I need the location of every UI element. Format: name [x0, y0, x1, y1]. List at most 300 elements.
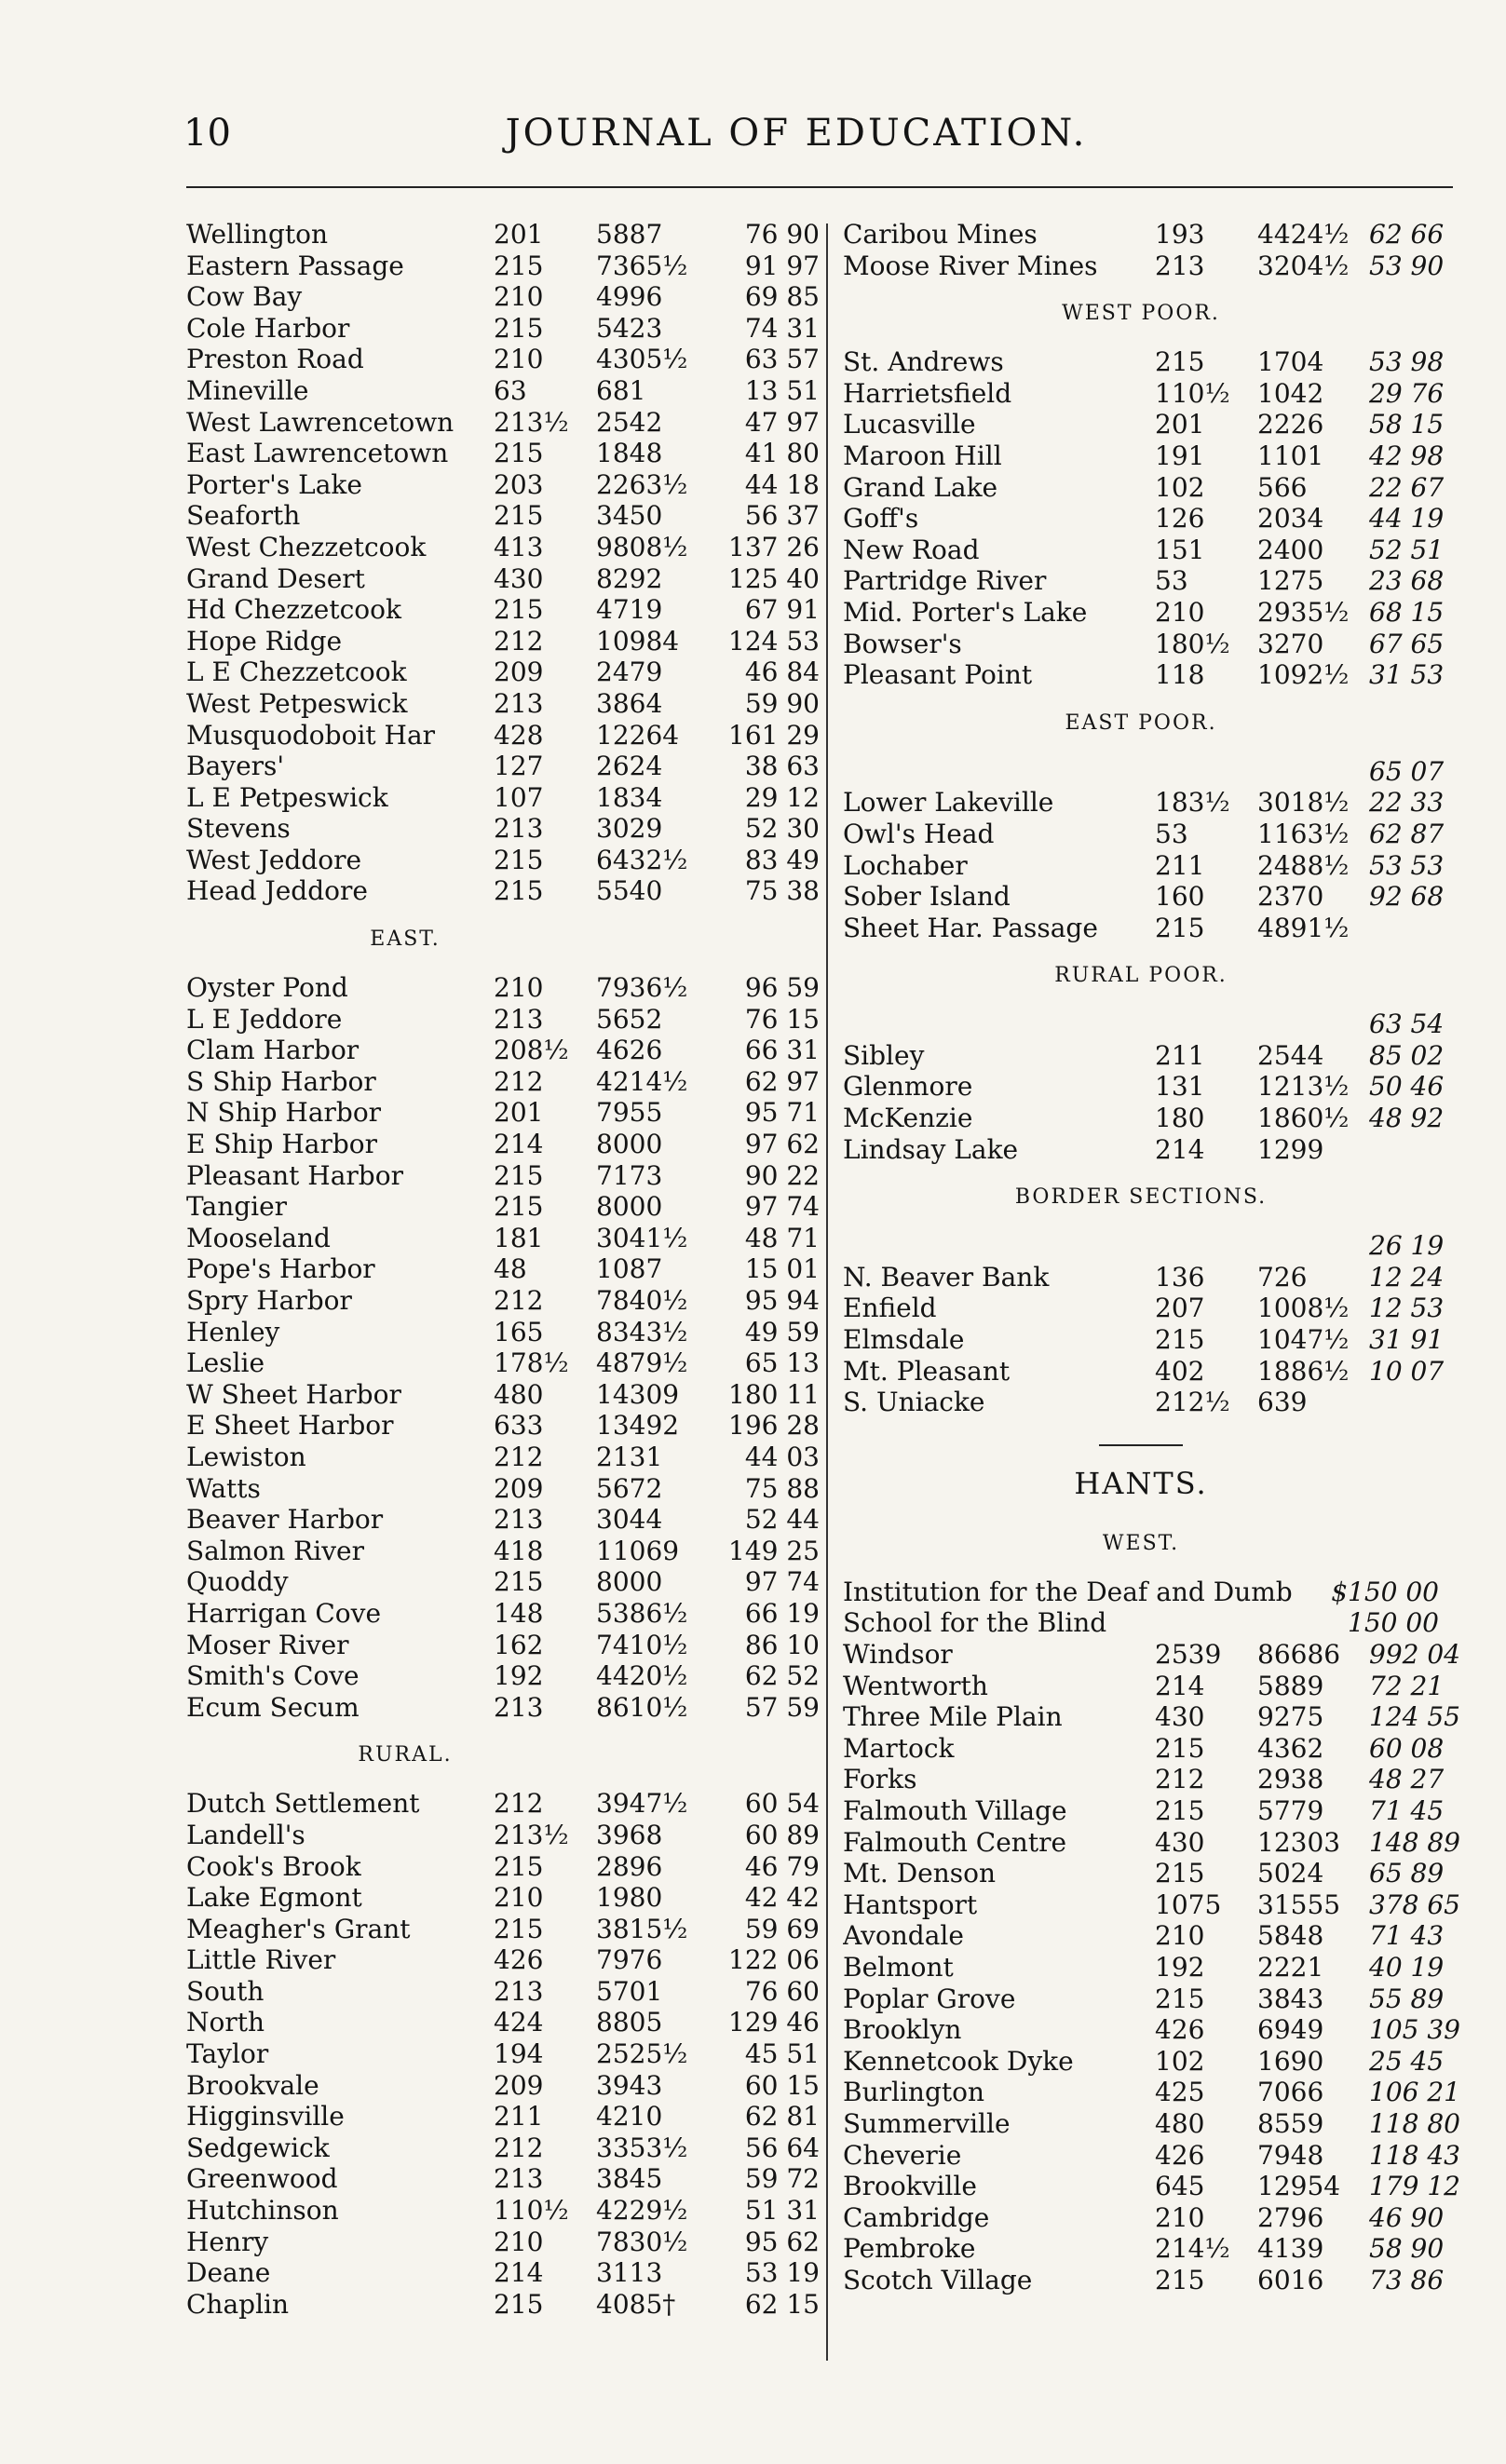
section-heading: EAST. — [370, 927, 441, 952]
section-name: Salmon River — [186, 1535, 364, 1566]
table-row — [186, 1914, 820, 1945]
section-name: L E Chezzetcook — [186, 657, 407, 688]
attendance-total: 1704 — [1257, 346, 1324, 378]
attendance-total: 2226 — [1257, 409, 1324, 440]
section-name: Little River — [186, 1944, 336, 1976]
attendance-total: 1213½ — [1257, 1071, 1350, 1103]
grant-amount: 26 19 — [1369, 1230, 1445, 1262]
grant-amount: 22 67 — [1369, 471, 1445, 503]
section-name: Burlington — [843, 2077, 985, 2108]
attendance-total: 1047½ — [1257, 1324, 1350, 1356]
teacher-days: 160 — [1155, 881, 1205, 913]
grant-amount: $150 00 — [1331, 1576, 1439, 1607]
section-name: Pembroke — [843, 2233, 976, 2265]
teacher-days: 215 — [494, 438, 544, 469]
table-row — [186, 1788, 820, 1820]
table-row — [843, 1858, 1445, 1889]
teacher-days: 201 — [494, 1097, 544, 1129]
table-row — [843, 2139, 1460, 2172]
attendance-total: 7066 — [1257, 2077, 1324, 2108]
teacher-days: 136 — [1155, 1261, 1205, 1293]
section-name: West Lawrencetown — [186, 406, 455, 438]
teacher-days: 215 — [494, 875, 544, 907]
table-row — [186, 1285, 820, 1317]
attendance-total: 12303 — [1257, 1826, 1341, 1858]
attendance-total — [1257, 1009, 1369, 1040]
grant-amount: 73 86 — [1369, 2264, 1445, 2295]
table-row — [186, 2195, 820, 2227]
section-name: Watts — [186, 1472, 261, 1504]
grant-amount: 29 12 — [744, 781, 820, 813]
section-name: Martock — [843, 1732, 955, 1764]
table-row — [186, 1692, 820, 1724]
table-row — [186, 813, 820, 845]
teacher-days: 209 — [494, 2069, 544, 2101]
table-row — [843, 409, 1445, 440]
attendance-total — [1257, 756, 1369, 788]
teacher-days: 213 — [494, 2163, 544, 2195]
teacher-days: 201 — [494, 219, 544, 250]
attendance-total: 8559 — [1257, 2107, 1324, 2139]
section-heading: WEST POOR. — [1062, 302, 1220, 326]
grant-amount: 65 89 — [1369, 1858, 1445, 1889]
teacher-days: 214 — [1155, 1670, 1205, 1701]
section-name: N Ship Harbor — [186, 1097, 382, 1129]
grant-amount: 62 52 — [744, 1660, 820, 1692]
table-row — [843, 2264, 1445, 2296]
teacher-days: 413 — [494, 531, 544, 562]
table-row — [186, 1410, 820, 1442]
teacher-days: 211 — [1155, 1039, 1205, 1071]
teacher-days: 215 — [494, 1566, 544, 1598]
attendance-total: 3843 — [1257, 1983, 1324, 2014]
teacher-days: 633 — [494, 1410, 544, 1442]
teacher-days: 213 — [494, 1003, 544, 1035]
attendance-total: 2370 — [1257, 881, 1324, 913]
teacher-days: 215 — [494, 2288, 544, 2320]
attendance-total: 2544 — [1257, 1039, 1324, 1071]
teacher-days: 213 — [494, 1504, 544, 1536]
section-name: Greenwood — [186, 2163, 338, 2195]
attendance-total: 3113 — [596, 2257, 663, 2289]
table-row — [843, 787, 1445, 819]
table-row — [843, 1639, 1460, 1671]
attendance-total: 1834 — [596, 781, 663, 813]
attendance-total: 4085† — [596, 2288, 676, 2320]
attendance-total: 4420½ — [596, 1660, 688, 1692]
section-name: Moser River — [186, 1629, 349, 1660]
section-name: E Sheet Harbor — [186, 1410, 394, 1442]
section-name: Leslie — [186, 1347, 265, 1379]
teacher-days: 215 — [494, 844, 544, 875]
section-name: Eastern Passage — [186, 250, 404, 281]
grant-amount: 150 00 — [1348, 1607, 1439, 1639]
section-name: Meagher's Grant — [186, 1913, 411, 1944]
attendance-total: 4879½ — [596, 1347, 688, 1379]
table-row — [843, 913, 1439, 944]
teacher-days: 126 — [1155, 503, 1205, 535]
table-row — [186, 1820, 820, 1851]
teacher-days: 210 — [494, 281, 544, 313]
section-name: Brookvale — [186, 2069, 319, 2101]
grant-amount: 60 15 — [744, 2069, 820, 2101]
grant-amount: 44 03 — [744, 1441, 820, 1472]
attendance-total: 2796 — [1257, 2201, 1324, 2233]
section-name: Sober Island — [843, 881, 1011, 913]
grant-amount: 53 90 — [1369, 250, 1445, 281]
grant-amount: 53 19 — [744, 2257, 820, 2289]
grant-amount: 58 90 — [1369, 2233, 1445, 2265]
table-row — [186, 1882, 820, 1914]
attendance-total: 1848 — [596, 438, 663, 469]
attendance-total: 7173 — [596, 1159, 663, 1191]
section-name: Landell's — [186, 1819, 305, 1850]
table-row — [186, 1160, 820, 1192]
attendance-total: 9275 — [1257, 1701, 1324, 1733]
left-column — [186, 219, 820, 2320]
section-name: Cow Bay — [186, 281, 303, 313]
attendance-total: 5386½ — [596, 1597, 688, 1629]
attendance-total: 3968 — [596, 1819, 663, 1850]
teacher-days: 212 — [494, 1285, 544, 1316]
attendance-total: 2624 — [596, 751, 663, 782]
table-row — [843, 1324, 1445, 1356]
attendance-total: 12264 — [596, 719, 680, 751]
section-name: Harrigan Cove — [186, 1597, 382, 1629]
grant-amount: 31 53 — [1369, 659, 1445, 691]
teacher-days: 63 — [494, 374, 527, 406]
teacher-days: 53 — [1155, 818, 1188, 849]
teacher-days: 210 — [1155, 596, 1205, 628]
attendance-total: 6016 — [1257, 2264, 1324, 2295]
table-row — [843, 2077, 1460, 2108]
grant-amount: 22 33 — [1369, 787, 1445, 819]
grant-amount: 55 89 — [1369, 1983, 1445, 2014]
grant-amount: 15 01 — [744, 1253, 820, 1285]
grant-amount: 59 90 — [744, 687, 820, 719]
section-name: Cheverie — [843, 2139, 962, 2171]
grant-amount: 46 84 — [744, 657, 820, 688]
table-row — [843, 2045, 1445, 2078]
attendance-total — [1257, 1230, 1369, 1262]
teacher-days: 201 — [1155, 409, 1205, 440]
teacher-days: 428 — [494, 719, 544, 751]
table-row — [186, 657, 820, 688]
attendance-total: 3845 — [596, 2163, 663, 2195]
teacher-days: 212 — [494, 1441, 544, 1472]
section-name: Beaver Harbor — [186, 1504, 384, 1536]
grant-amount: 46 79 — [744, 1850, 820, 1882]
teacher-days: 191 — [1155, 440, 1205, 471]
table-row — [186, 250, 820, 282]
section-name: Henry — [186, 2226, 269, 2257]
grant-amount: 51 31 — [744, 2195, 820, 2227]
teacher-days: 1075 — [1155, 1889, 1222, 1920]
table-row — [843, 2201, 1445, 2234]
attendance-total: 8000 — [596, 1566, 663, 1598]
teacher-days: 131 — [1155, 1071, 1205, 1103]
attendance-total: 3864 — [596, 687, 663, 719]
teacher-days: 214½ — [1155, 2233, 1230, 2265]
teacher-days: 212 — [494, 2132, 544, 2163]
section-name: Goff's — [843, 503, 919, 535]
table-row — [843, 1607, 1439, 1639]
attendance-total: 12954 — [1257, 2171, 1341, 2202]
attendance-total: 3270 — [1257, 628, 1324, 659]
section-name: Falmouth Village — [843, 1794, 1067, 1826]
section-name: Bowser's — [843, 628, 962, 659]
grant-amount: 56 37 — [744, 500, 820, 532]
attendance-total: 5701 — [596, 1975, 663, 2007]
grant-amount: 124 55 — [1369, 1701, 1460, 1733]
teacher-days: 424 — [494, 2007, 544, 2038]
table-row — [843, 1230, 1445, 1262]
section-name: Mt. Pleasant — [843, 1355, 1011, 1387]
teacher-days: 210 — [494, 344, 544, 375]
section-name: Musquodoboit Har — [186, 719, 436, 751]
table-row — [186, 2101, 820, 2132]
attendance-total: 2896 — [596, 1850, 663, 1882]
table-row — [186, 1223, 820, 1254]
attendance-total: 5779 — [1257, 1794, 1324, 1826]
grant-amount: 60 54 — [744, 1788, 820, 1820]
section-name: Poplar Grove — [843, 1983, 1016, 2014]
grant-amount: 95 62 — [744, 2226, 820, 2257]
attendance-total: 726 — [1257, 1261, 1308, 1293]
grant-amount: 12 24 — [1369, 1261, 1445, 1293]
teacher-days: 180½ — [1155, 628, 1230, 659]
grant-amount: 76 15 — [744, 1003, 820, 1035]
grant-amount: 67 91 — [744, 594, 820, 626]
attendance-total: 8000 — [596, 1129, 663, 1160]
grant-amount: 71 45 — [1369, 1794, 1445, 1826]
teacher-days: 215 — [1155, 912, 1205, 943]
attendance-total: 7365½ — [596, 250, 688, 281]
teacher-days: 213½ — [494, 406, 569, 438]
attendance-total: 7976 — [596, 1944, 663, 1976]
grant-amount — [1369, 1134, 1439, 1166]
table-row — [186, 2007, 820, 2038]
teacher-days: 215 — [1155, 1983, 1205, 2014]
table-row — [186, 1442, 820, 1473]
attendance-total: 3029 — [596, 813, 663, 845]
section-name: Belmont — [843, 1951, 954, 1983]
teacher-days: 215 — [494, 250, 544, 281]
attendance-total: 2525½ — [596, 2038, 688, 2070]
table-row — [186, 1473, 820, 1505]
teacher-days: 215 — [1155, 1858, 1205, 1889]
table-row — [843, 565, 1445, 597]
grant-amount: 62 15 — [744, 2288, 820, 2320]
table-row — [843, 1951, 1445, 1983]
attendance-total: 1690 — [1257, 2045, 1324, 2077]
table-row — [186, 1976, 820, 2008]
grant-amount: 62 97 — [744, 1065, 820, 1097]
attendance-total: 3018½ — [1257, 787, 1350, 819]
table-row — [186, 751, 820, 782]
grant-amount: 62 87 — [1369, 818, 1445, 849]
teacher-days: 48 — [494, 1253, 527, 1285]
teacher-days: 110½ — [1155, 377, 1230, 409]
attendance-total: 11069 — [596, 1535, 680, 1566]
attendance-total: 4362 — [1257, 1732, 1324, 1764]
section-name: Kennetcook Dyke — [843, 2045, 1074, 2077]
section-name: Grand Desert — [186, 562, 365, 594]
section-name: E Ship Harbor — [186, 1129, 377, 1160]
attendance-total: 4424½ — [1257, 219, 1350, 250]
section-name: N. Beaver Bank — [843, 1261, 1050, 1293]
section-name: Forks — [843, 1764, 917, 1795]
attendance-total: 1860½ — [1257, 1103, 1350, 1134]
attendance-total: 6949 — [1257, 2014, 1324, 2046]
attendance-total: 2479 — [596, 657, 663, 688]
attendance-total: 1980 — [596, 1882, 663, 1914]
grant-amount: 74 31 — [744, 312, 820, 344]
table-row — [843, 1039, 1445, 1072]
attendance-total: 8292 — [596, 562, 663, 594]
attendance-total: 2935½ — [1257, 596, 1350, 628]
county-rule — [1099, 1444, 1183, 1446]
section-name: Higginsville — [186, 2101, 345, 2132]
grant-amount: 66 31 — [744, 1035, 820, 1066]
attendance-total: 1275 — [1257, 565, 1324, 597]
section-name: Summerville — [843, 2107, 1011, 2139]
section-heading: WEST. — [1102, 1531, 1180, 1555]
teacher-days — [1155, 756, 1257, 788]
table-row — [843, 1355, 1445, 1388]
teacher-days: 178½ — [494, 1347, 569, 1379]
section-heading: RURAL. — [358, 1743, 453, 1767]
section-name: Chaplin — [186, 2288, 290, 2320]
attendance-total: 5889 — [1257, 1670, 1324, 1701]
table-row — [186, 2070, 820, 2102]
attendance-total: 1008½ — [1257, 1293, 1350, 1324]
grant-amount: 76 90 — [744, 219, 820, 250]
attendance-total: 3353½ — [596, 2132, 688, 2163]
teacher-days: 213 — [494, 687, 544, 719]
attendance-total: 4229½ — [596, 2195, 688, 2227]
table-row — [843, 849, 1445, 882]
section-name: Grand Lake — [843, 471, 998, 503]
teacher-days: 127 — [494, 751, 544, 782]
teacher-days: 210 — [1155, 2201, 1205, 2233]
grant-amount: 49 59 — [744, 1316, 820, 1347]
teacher-days: 193 — [1155, 219, 1205, 250]
attendance-total: 5848 — [1257, 1920, 1324, 1952]
attendance-total: 2938 — [1257, 1764, 1324, 1795]
section-name: Wellington — [186, 219, 329, 250]
attendance-total: 2400 — [1257, 534, 1324, 565]
table-row — [843, 534, 1445, 566]
section-name: Mineville — [186, 374, 309, 406]
teacher-days: 215 — [1155, 1324, 1205, 1356]
table-row — [186, 1129, 820, 1160]
section-name: Clam Harbor — [186, 1035, 360, 1066]
teacher-days: 53 — [1155, 565, 1188, 597]
attendance-total: 1886½ — [1257, 1355, 1350, 1387]
table-row — [843, 1670, 1445, 1702]
grant-amount — [1369, 913, 1439, 944]
grant-amount: 31 91 — [1369, 1324, 1445, 1356]
table-row — [186, 219, 820, 250]
grant-amount: 122 06 — [728, 1944, 820, 1976]
teacher-days: 215 — [1155, 346, 1205, 378]
teacher-days: 110½ — [494, 2195, 569, 2227]
grant-amount: 63 54 — [1369, 1009, 1445, 1040]
attendance-total: 7955 — [596, 1097, 663, 1129]
table-row — [186, 1097, 820, 1129]
teacher-days: 425 — [1155, 2077, 1205, 2108]
attendance-total: 2221 — [1257, 1951, 1324, 1983]
section-name: McKenzie — [843, 1103, 973, 1134]
section-name: Lake Egmont — [186, 1882, 362, 1914]
table-row — [186, 407, 820, 439]
grant-amount: 59 72 — [744, 2163, 820, 2195]
table-row — [186, 2132, 820, 2164]
teacher-days — [1155, 1230, 1257, 1262]
grant-amount: 45 51 — [744, 2038, 820, 2070]
teacher-days: 148 — [494, 1597, 544, 1629]
section-name: Hutchinson — [186, 2195, 339, 2227]
section-name: Preston Road — [186, 344, 364, 375]
table-row — [843, 659, 1445, 691]
attendance-total: 3815½ — [596, 1913, 688, 1944]
section-name: Tangier — [186, 1191, 288, 1223]
table-row — [843, 2014, 1460, 2046]
attendance-total: 2131 — [596, 1441, 663, 1472]
attendance-total: 1092½ — [1257, 659, 1350, 691]
grant-amount: 124 53 — [728, 625, 820, 657]
teacher-days: 212 — [494, 625, 544, 657]
table-row — [843, 1134, 1439, 1166]
attendance-total: 6432½ — [596, 844, 688, 875]
teacher-days — [1155, 1009, 1257, 1040]
table-row — [843, 1577, 1439, 1608]
section-name: Deane — [186, 2257, 271, 2289]
table-row — [186, 1347, 820, 1379]
table-row — [186, 375, 820, 407]
section-heading: EAST POOR. — [1065, 711, 1217, 735]
teacher-days: 203 — [494, 468, 544, 500]
section-name: Lewiston — [186, 1441, 306, 1472]
table-row — [843, 503, 1445, 535]
section-name: L E Petpeswick — [186, 781, 388, 813]
teacher-days: 212 — [1155, 1764, 1205, 1795]
attendance-total: 7410½ — [596, 1629, 688, 1660]
teacher-days: 211 — [1155, 849, 1205, 881]
section-name: Quoddy — [186, 1566, 289, 1598]
teacher-days: 215 — [494, 1159, 544, 1191]
grant-amount: 53 53 — [1369, 849, 1445, 881]
grant-amount: 118 80 — [1369, 2107, 1460, 2139]
grant-amount: 59 69 — [744, 1913, 820, 1944]
grant-amount — [1369, 1387, 1439, 1418]
teacher-days: 215 — [494, 1913, 544, 1944]
section-name: South — [186, 1975, 265, 2007]
teacher-days: 151 — [1155, 534, 1205, 565]
grant-amount: 46 90 — [1369, 2201, 1445, 2233]
grant-amount: 47 97 — [744, 406, 820, 438]
teacher-days: 214 — [1155, 1133, 1205, 1165]
institution-name: Institution for the Deaf and Dumb — [843, 1576, 1293, 1607]
section-name: West Chezzetcook — [186, 531, 427, 562]
teacher-days: 430 — [1155, 1826, 1205, 1858]
table-row — [186, 438, 820, 469]
table-row — [186, 1191, 820, 1223]
attendance-total: 2488½ — [1257, 849, 1350, 881]
table-row — [843, 2171, 1460, 2202]
section-heading: RURAL POOR. — [1054, 964, 1228, 988]
